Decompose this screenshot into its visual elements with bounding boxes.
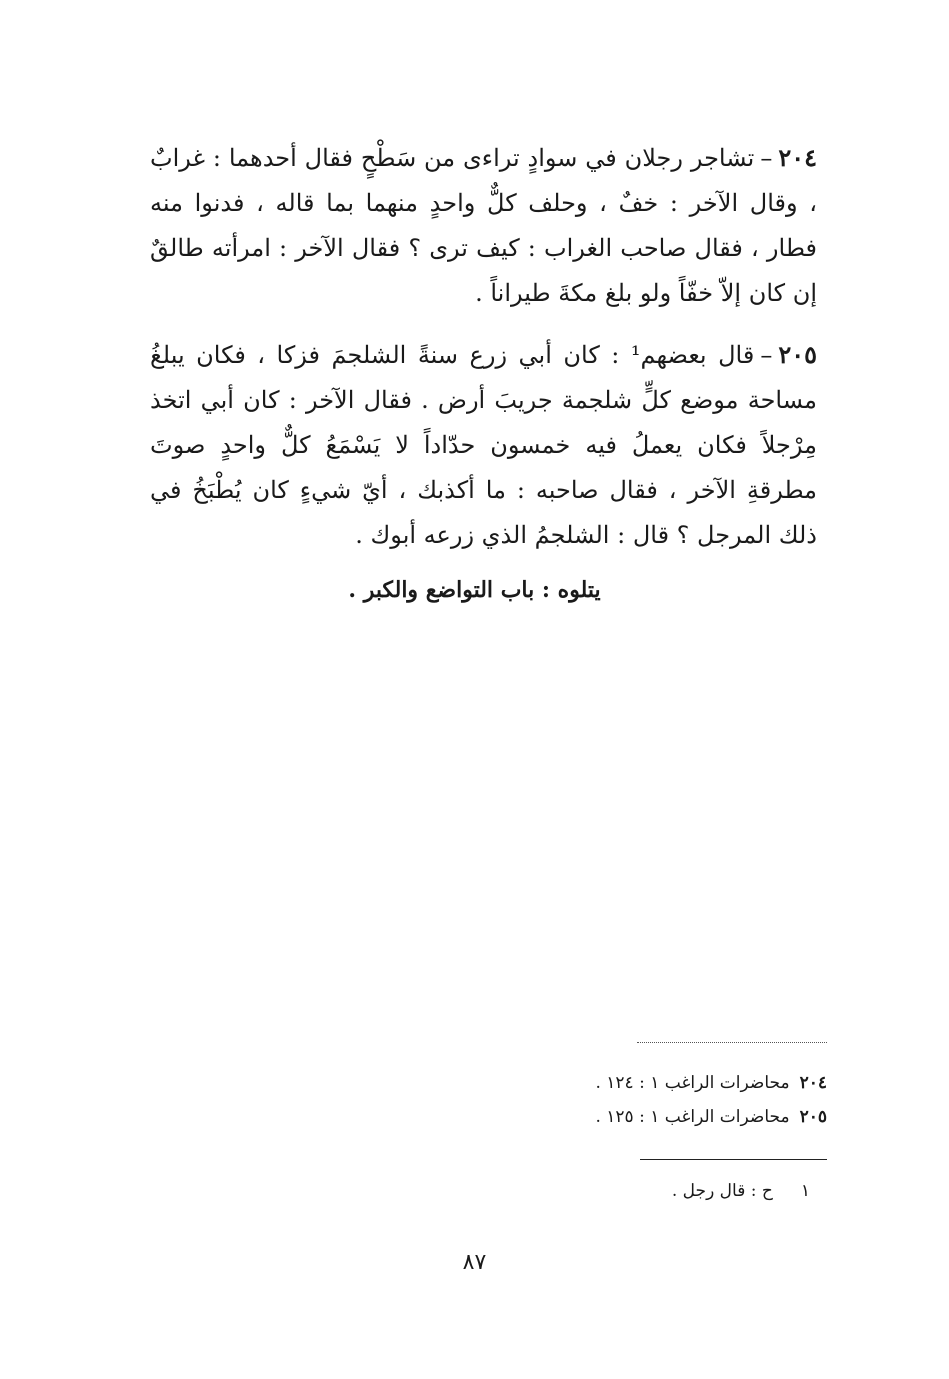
entry-separator: –: [760, 144, 773, 172]
footnote-text: ح : قال رجل .: [671, 1181, 773, 1201]
sources-list: [500, 1066, 827, 1134]
entry-text: تشاجر رجلان في سوادٍ تراءى من سَطْحٍ فقال أحدهما : غرابٌ ، وقال الآخر : خفٌ ، وحلف كلٌّ واحدٍ منهما بما قاله ، فدنوا منه فطار ، فقال صاحب الغراب : كيف ترى ؟ فقال الآخر : امرأته طالقٌ إن كان إلاّ خفّاً ولو بلغ مكةَ طيراناً .: [150, 144, 817, 307]
sources-divider: [637, 1042, 827, 1043]
entry-separator: –: [760, 341, 773, 369]
entry-number: ٢٠٥: [778, 340, 817, 369]
footnote-divider: [640, 1159, 827, 1160]
footnote-item: [500, 1174, 810, 1208]
entry-205: [150, 332, 817, 558]
page-number: ٨٧: [462, 1250, 487, 1275]
entry-text: قال بعضهم¹ : كان أبي زرع سنةً الشلجمَ فزكا ، فكان يبلغُ مساحة موضع كلٍّ شلجمة جريبَ أرض . فقال الآخر : كان أبي اتخذ مِرْجلاً فكان يعملُ فيه خمسون حدّاداً لا يَسْمَعُ كلٌّ واحدٍ صوتَ مطرقةِ الآخر ، فقال صاحبه : ما أكذبك ، أيّ شيءٍ كان يُطْبَخُ في ذلك المرجل ؟ قال : الشلجمُ الذي زرعه أبوك .: [150, 341, 817, 549]
entry-number: ٢٠٤: [778, 143, 817, 172]
source-number: ٢٠٤: [799, 1073, 827, 1093]
footnote-marker: ١: [800, 1181, 810, 1201]
source-number: ٢٠٥: [799, 1107, 827, 1127]
footnotes-list: [500, 1174, 810, 1208]
source-text: محاضرات الراغب ١ : ١٢٤ .: [595, 1073, 790, 1093]
entry-204: [150, 135, 817, 316]
main-text: [150, 135, 817, 574]
source-item: [500, 1100, 827, 1134]
source-text: محاضرات الراغب ١ : ١٢٥ .: [595, 1107, 790, 1127]
closing-note: يتلوه : باب التواضع والكبر .: [348, 577, 601, 603]
source-item: [500, 1066, 827, 1100]
